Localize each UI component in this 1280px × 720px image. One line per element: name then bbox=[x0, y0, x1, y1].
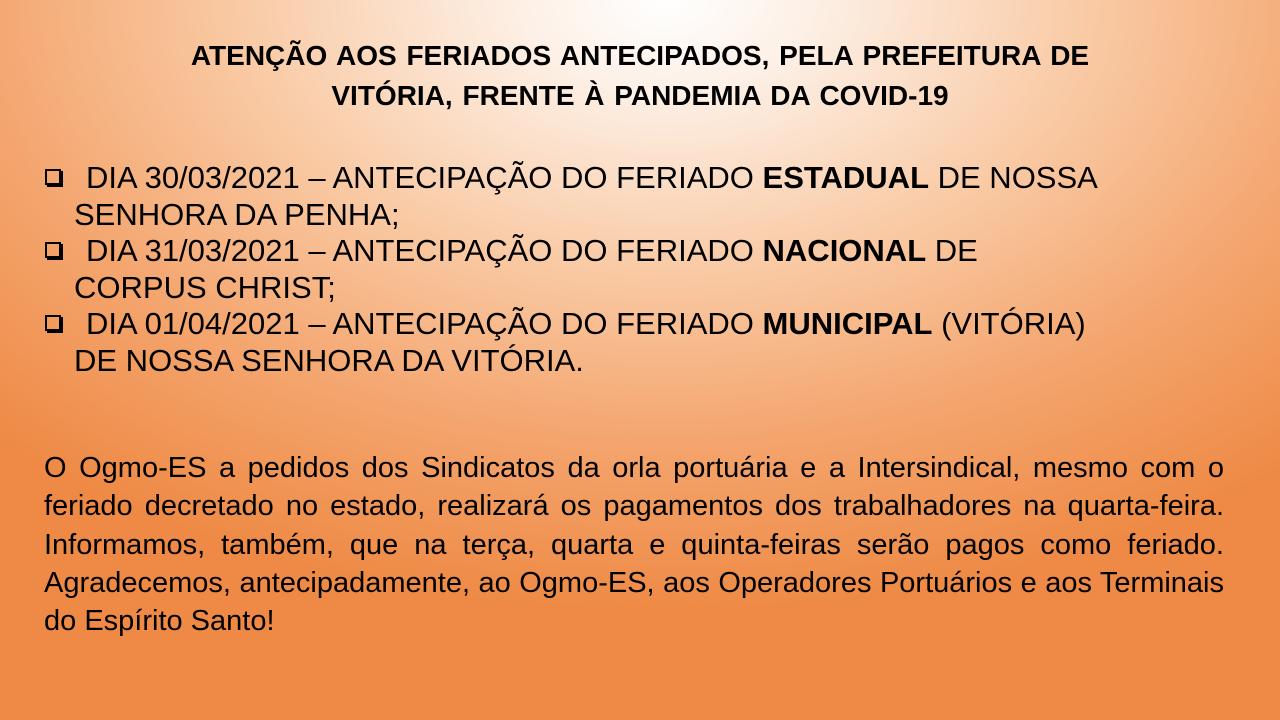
checkbox-bullet-icon bbox=[45, 315, 61, 331]
holiday-item-line-1 bbox=[74, 306, 1244, 343]
holiday-item-line-2: SENHORA DA PENHA; bbox=[74, 196, 400, 232]
holiday-item-line-2: CORPUS CHRIST; bbox=[74, 269, 336, 305]
holiday-item-municipal bbox=[44, 306, 1244, 379]
holiday-list bbox=[44, 160, 1244, 379]
holiday-item-type: NACIONAL bbox=[762, 233, 927, 268]
checkbox-bullet-icon bbox=[45, 242, 61, 258]
holiday-item-national bbox=[44, 233, 1244, 306]
holiday-item-line-1 bbox=[74, 160, 1244, 197]
holiday-item-line-2: DE NOSSA SENHORA DA VITÓRIA. bbox=[74, 342, 584, 378]
holiday-item-line-1 bbox=[74, 233, 1244, 270]
holiday-item-state bbox=[44, 160, 1244, 233]
checkbox-bullet-icon bbox=[45, 169, 61, 185]
title-line-1: ATENÇÃO AOS FERIADOS ANTECIPADOS, PELA PREFEITURA DE bbox=[190, 40, 1090, 71]
holiday-item-prefix: DIA 31/03/2021 – ANTECIPAÇÃO DO FERIADO bbox=[86, 233, 763, 268]
holiday-item-suffix: (VITÓRIA) bbox=[932, 306, 1086, 341]
holiday-item-suffix: DE NOSSA bbox=[929, 160, 1098, 195]
notice-paragraph: O Ogmo-ES a pedidos dos Sindicatos da orla portuária e a Intersindical, mesmo com o feriado decretado no estado, realizará os pagamentos dos trabalhadores na quarta-feira. Informamos, também, que na terça, quarta e quinta-feiras serão pagos como feriado. Agradecemos, antecipadamente, ao Ogmo-ES, aos Operadores Portuários e aos Terminais do Espírito Santo! bbox=[44, 452, 1224, 638]
slide-title bbox=[40, 36, 1240, 116]
holiday-item-prefix: DIA 30/03/2021 – ANTECIPAÇÃO DO FERIADO bbox=[86, 160, 763, 195]
holiday-item-type: ESTADUAL bbox=[762, 160, 930, 195]
holiday-item-type: MUNICIPAL bbox=[762, 306, 933, 341]
holiday-item-suffix: DE bbox=[926, 233, 978, 268]
title-line-2: VITÓRIA, FRENTE À PANDEMIA DA COVID-19 bbox=[331, 80, 949, 111]
holiday-item-prefix: DIA 01/04/2021 – ANTECIPAÇÃO DO FERIADO bbox=[86, 306, 763, 341]
